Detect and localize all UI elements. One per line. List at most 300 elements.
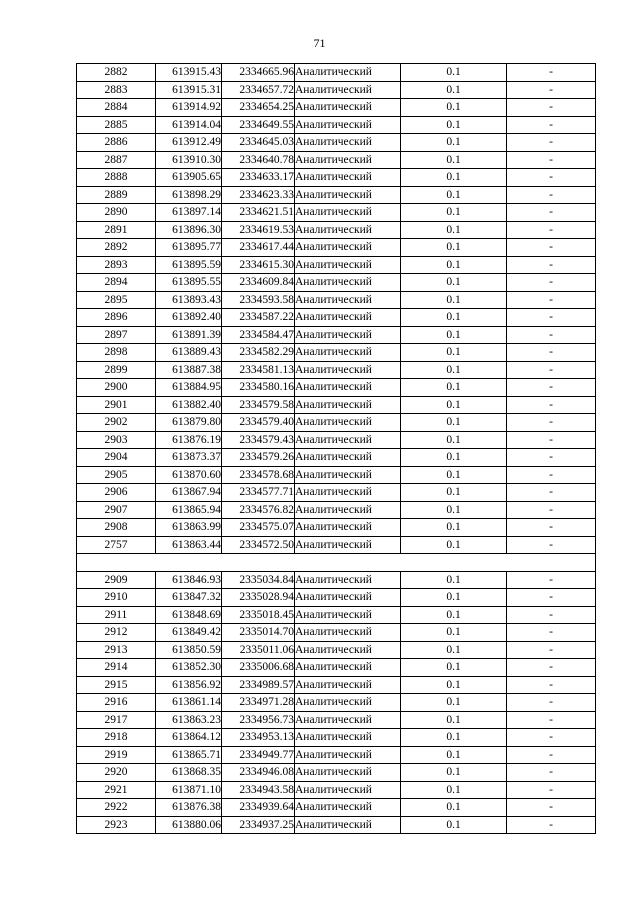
point-number-cell: 2895 [77,291,156,309]
y-coordinate-cell: 2334956.73 [222,711,295,729]
x-coordinate-cell: 613865.94 [156,501,222,519]
table-row [77,361,596,379]
note-cell: - [507,694,596,712]
y-coordinate-cell: 2334665.96 [222,64,295,82]
accuracy-cell: 0.1 [401,676,507,694]
point-number-cell: 2900 [77,379,156,397]
note-cell: - [507,396,596,414]
table-row [77,221,596,239]
table-row [77,291,596,309]
y-coordinate-cell: 2334593.58 [222,291,295,309]
note-cell: - [507,711,596,729]
table-row [77,606,596,624]
y-coordinate-cell: 2334623.33 [222,186,295,204]
point-number-cell: 2894 [77,274,156,292]
table-row [77,396,596,414]
point-number-cell: 2893 [77,256,156,274]
y-coordinate-cell: 2334615.30 [222,256,295,274]
note-cell: - [507,781,596,799]
method-cell: Аналитический [295,466,401,484]
y-coordinate-cell: 2334617.44 [222,239,295,257]
page-number: 71 [313,36,326,50]
point-number-cell: 2922 [77,799,156,817]
note-cell: - [507,326,596,344]
note-cell: - [507,379,596,397]
point-number-cell: 2913 [77,641,156,659]
table-row [77,326,596,344]
x-coordinate-cell: 613849.42 [156,624,222,642]
method-cell: Аналитический [295,151,401,169]
point-number-cell: 2916 [77,694,156,712]
point-number-cell: 2911 [77,606,156,624]
accuracy-cell: 0.1 [401,606,507,624]
x-coordinate-cell: 613873.37 [156,449,222,467]
y-coordinate-cell: 2334657.72 [222,81,295,99]
point-number-cell: 2915 [77,676,156,694]
table-row [77,344,596,362]
y-coordinate-cell: 2335014.70 [222,624,295,642]
method-cell: Аналитический [295,694,401,712]
y-coordinate-cell: 2334649.55 [222,116,295,134]
note-cell: - [507,151,596,169]
method-cell: Аналитический [295,606,401,624]
x-coordinate-cell: 613914.04 [156,116,222,134]
note-cell: - [507,641,596,659]
accuracy-cell: 0.1 [401,151,507,169]
accuracy-cell: 0.1 [401,641,507,659]
x-coordinate-cell: 613871.10 [156,781,222,799]
x-coordinate-cell: 613864.12 [156,729,222,747]
method-cell: Аналитический [295,659,401,677]
accuracy-cell: 0.1 [401,519,507,537]
accuracy-cell: 0.1 [401,221,507,239]
table-row [77,204,596,222]
table-row [77,536,596,554]
point-number-cell: 2918 [77,729,156,747]
point-number-cell: 2883 [77,81,156,99]
note-cell: - [507,99,596,117]
point-number-cell: 2914 [77,659,156,677]
method-cell: Аналитический [295,781,401,799]
note-cell: - [507,449,596,467]
x-coordinate-cell: 613892.40 [156,309,222,327]
point-number-cell: 2903 [77,431,156,449]
accuracy-cell: 0.1 [401,99,507,117]
y-coordinate-cell: 2334971.28 [222,694,295,712]
x-coordinate-cell: 613861.14 [156,694,222,712]
method-cell: Аналитический [295,291,401,309]
note-cell: - [507,746,596,764]
method-cell: Аналитический [295,379,401,397]
table-row [77,694,596,712]
x-coordinate-cell: 613848.69 [156,606,222,624]
table-row [77,414,596,432]
accuracy-cell: 0.1 [401,659,507,677]
table-row [77,64,596,82]
x-coordinate-cell: 613897.14 [156,204,222,222]
y-coordinate-cell: 2334633.17 [222,169,295,187]
note-cell: - [507,431,596,449]
point-number-cell: 2912 [77,624,156,642]
accuracy-cell: 0.1 [401,781,507,799]
accuracy-cell: 0.1 [401,186,507,204]
method-cell: Аналитический [295,519,401,537]
table-row [77,116,596,134]
table-row [77,309,596,327]
accuracy-cell: 0.1 [401,449,507,467]
point-number-cell: 2919 [77,746,156,764]
x-coordinate-cell: 613882.40 [156,396,222,414]
accuracy-cell: 0.1 [401,344,507,362]
method-cell: Аналитический [295,799,401,817]
method-cell: Аналитический [295,239,401,257]
accuracy-cell: 0.1 [401,256,507,274]
method-cell: Аналитический [295,186,401,204]
y-coordinate-cell: 2334621.51 [222,204,295,222]
y-coordinate-cell: 2334939.64 [222,799,295,817]
accuracy-cell: 0.1 [401,501,507,519]
table-row [77,431,596,449]
y-coordinate-cell: 2334654.25 [222,99,295,117]
note-cell: - [507,344,596,362]
x-coordinate-cell: 613847.32 [156,589,222,607]
coordinates-table-body [77,64,596,834]
note-cell: - [507,676,596,694]
accuracy-cell: 0.1 [401,414,507,432]
note-cell: - [507,64,596,82]
x-coordinate-cell: 613868.35 [156,764,222,782]
x-coordinate-cell: 613891.39 [156,326,222,344]
y-coordinate-cell: 2334587.22 [222,309,295,327]
table-row [77,746,596,764]
y-coordinate-cell: 2334953.13 [222,729,295,747]
method-cell: Аналитический [295,116,401,134]
table-row [77,186,596,204]
y-coordinate-cell: 2334579.26 [222,449,295,467]
table-row [77,501,596,519]
accuracy-cell: 0.1 [401,396,507,414]
method-cell: Аналитический [295,449,401,467]
y-coordinate-cell: 2334579.43 [222,431,295,449]
x-coordinate-cell: 613852.30 [156,659,222,677]
y-coordinate-cell: 2334578.68 [222,466,295,484]
x-coordinate-cell: 613850.59 [156,641,222,659]
x-coordinate-cell: 613846.93 [156,571,222,589]
table-row [77,729,596,747]
note-cell: - [507,414,596,432]
table-row [77,589,596,607]
method-cell: Аналитический [295,431,401,449]
accuracy-cell: 0.1 [401,309,507,327]
table-row [77,169,596,187]
y-coordinate-cell: 2335018.45 [222,606,295,624]
accuracy-cell: 0.1 [401,326,507,344]
accuracy-cell: 0.1 [401,431,507,449]
table-row [77,256,596,274]
note-cell: - [507,589,596,607]
x-coordinate-cell: 613863.44 [156,536,222,554]
method-cell: Аналитический [295,99,401,117]
x-coordinate-cell: 613865.71 [156,746,222,764]
y-coordinate-cell: 2334937.25 [222,816,295,834]
x-coordinate-cell: 613887.38 [156,361,222,379]
accuracy-cell: 0.1 [401,764,507,782]
accuracy-cell: 0.1 [401,484,507,502]
method-cell: Аналитический [295,764,401,782]
method-cell: Аналитический [295,676,401,694]
table-row [77,239,596,257]
note-cell: - [507,501,596,519]
method-cell: Аналитический [295,256,401,274]
y-coordinate-cell: 2334579.40 [222,414,295,432]
note-cell: - [507,536,596,554]
table-row [77,816,596,834]
y-coordinate-cell: 2334949.77 [222,746,295,764]
accuracy-cell: 0.1 [401,571,507,589]
note-cell: - [507,116,596,134]
table-row [77,519,596,537]
point-number-cell: 2902 [77,414,156,432]
y-coordinate-cell: 2334609.84 [222,274,295,292]
x-coordinate-cell: 613863.23 [156,711,222,729]
x-coordinate-cell: 613879.80 [156,414,222,432]
table-row [77,571,596,589]
point-number-cell: 2910 [77,589,156,607]
y-coordinate-cell: 2334584.47 [222,326,295,344]
x-coordinate-cell: 613880.06 [156,816,222,834]
point-number-cell: 2905 [77,466,156,484]
method-cell: Аналитический [295,64,401,82]
accuracy-cell: 0.1 [401,361,507,379]
method-cell: Аналитический [295,746,401,764]
accuracy-cell: 0.1 [401,81,507,99]
separator-cell [77,554,596,572]
accuracy-cell: 0.1 [401,116,507,134]
method-cell: Аналитический [295,711,401,729]
note-cell: - [507,256,596,274]
accuracy-cell: 0.1 [401,694,507,712]
point-number-cell: 2892 [77,239,156,257]
note-cell: - [507,239,596,257]
y-coordinate-cell: 2334572.50 [222,536,295,554]
point-number-cell: 2884 [77,99,156,117]
point-number-cell: 2917 [77,711,156,729]
note-cell: - [507,186,596,204]
method-cell: Аналитический [295,81,401,99]
accuracy-cell: 0.1 [401,589,507,607]
table-row [77,781,596,799]
table-row [77,659,596,677]
accuracy-cell: 0.1 [401,816,507,834]
point-number-cell: 2888 [77,169,156,187]
y-coordinate-cell: 2334581.13 [222,361,295,379]
point-number-cell: 2891 [77,221,156,239]
x-coordinate-cell: 613895.55 [156,274,222,292]
point-number-cell: 2757 [77,536,156,554]
note-cell: - [507,81,596,99]
note-cell: - [507,361,596,379]
table-row [77,764,596,782]
point-number-cell: 2920 [77,764,156,782]
accuracy-cell: 0.1 [401,729,507,747]
point-number-cell: 2887 [77,151,156,169]
method-cell: Аналитический [295,396,401,414]
method-cell: Аналитический [295,501,401,519]
note-cell: - [507,816,596,834]
point-number-cell: 2897 [77,326,156,344]
accuracy-cell: 0.1 [401,624,507,642]
accuracy-cell: 0.1 [401,274,507,292]
accuracy-cell: 0.1 [401,466,507,484]
table-row [77,676,596,694]
y-coordinate-cell: 2334640.78 [222,151,295,169]
note-cell: - [507,484,596,502]
method-cell: Аналитический [295,536,401,554]
point-number-cell: 2901 [77,396,156,414]
y-coordinate-cell: 2334619.53 [222,221,295,239]
point-number-cell: 2904 [77,449,156,467]
method-cell: Аналитический [295,414,401,432]
y-coordinate-cell: 2334575.07 [222,519,295,537]
y-coordinate-cell: 2334645.03 [222,134,295,152]
method-cell: Аналитический [295,204,401,222]
y-coordinate-cell: 2334576.82 [222,501,295,519]
x-coordinate-cell: 613915.43 [156,64,222,82]
note-cell: - [507,606,596,624]
note-cell: - [507,169,596,187]
table-row [77,799,596,817]
method-cell: Аналитический [295,641,401,659]
y-coordinate-cell: 2335034.84 [222,571,295,589]
table-row [77,711,596,729]
x-coordinate-cell: 613876.38 [156,799,222,817]
table-row [77,449,596,467]
method-cell: Аналитический [295,344,401,362]
note-cell: - [507,571,596,589]
x-coordinate-cell: 613895.59 [156,256,222,274]
method-cell: Аналитический [295,484,401,502]
x-coordinate-cell: 613863.99 [156,519,222,537]
method-cell: Аналитический [295,571,401,589]
x-coordinate-cell: 613893.43 [156,291,222,309]
x-coordinate-cell: 613915.31 [156,81,222,99]
y-coordinate-cell: 2334946.08 [222,764,295,782]
method-cell: Аналитический [295,221,401,239]
table-row [77,484,596,502]
method-cell: Аналитический [295,624,401,642]
method-cell: Аналитический [295,309,401,327]
note-cell: - [507,204,596,222]
x-coordinate-cell: 613914.92 [156,99,222,117]
method-cell: Аналитический [295,169,401,187]
accuracy-cell: 0.1 [401,64,507,82]
note-cell: - [507,466,596,484]
point-number-cell: 2889 [77,186,156,204]
point-number-cell: 2906 [77,484,156,502]
x-coordinate-cell: 613905.65 [156,169,222,187]
note-cell: - [507,624,596,642]
accuracy-cell: 0.1 [401,204,507,222]
point-number-cell: 2896 [77,309,156,327]
method-cell: Аналитический [295,729,401,747]
x-coordinate-cell: 613898.29 [156,186,222,204]
y-coordinate-cell: 2334579.58 [222,396,295,414]
x-coordinate-cell: 613856.92 [156,676,222,694]
note-cell: - [507,221,596,239]
table-row [77,99,596,117]
y-coordinate-cell: 2335028.94 [222,589,295,607]
y-coordinate-cell: 2335011.06 [222,641,295,659]
x-coordinate-cell: 613895.77 [156,239,222,257]
note-cell: - [507,291,596,309]
method-cell: Аналитический [295,274,401,292]
table-row [77,379,596,397]
accuracy-cell: 0.1 [401,746,507,764]
table-row [77,466,596,484]
note-cell: - [507,729,596,747]
note-cell: - [507,309,596,327]
table-row [77,274,596,292]
note-cell: - [507,799,596,817]
x-coordinate-cell: 613867.94 [156,484,222,502]
accuracy-cell: 0.1 [401,379,507,397]
accuracy-cell: 0.1 [401,291,507,309]
table-row [77,81,596,99]
point-number-cell: 2907 [77,501,156,519]
x-coordinate-cell: 613884.95 [156,379,222,397]
point-number-cell: 2898 [77,344,156,362]
x-coordinate-cell: 613896.30 [156,221,222,239]
table-row [77,641,596,659]
accuracy-cell: 0.1 [401,711,507,729]
method-cell: Аналитический [295,361,401,379]
point-number-cell: 2882 [77,64,156,82]
x-coordinate-cell: 613889.43 [156,344,222,362]
x-coordinate-cell: 613870.60 [156,466,222,484]
method-cell: Аналитический [295,816,401,834]
accuracy-cell: 0.1 [401,169,507,187]
note-cell: - [507,659,596,677]
y-coordinate-cell: 2334943.58 [222,781,295,799]
x-coordinate-cell: 613910.30 [156,151,222,169]
point-number-cell: 2909 [77,571,156,589]
accuracy-cell: 0.1 [401,536,507,554]
x-coordinate-cell: 613912.49 [156,134,222,152]
y-coordinate-cell: 2334580.16 [222,379,295,397]
point-number-cell: 2908 [77,519,156,537]
accuracy-cell: 0.1 [401,799,507,817]
note-cell: - [507,764,596,782]
note-cell: - [507,274,596,292]
point-number-cell: 2885 [77,116,156,134]
x-coordinate-cell: 613876.19 [156,431,222,449]
coordinates-table [76,63,596,834]
point-number-cell: 2899 [77,361,156,379]
accuracy-cell: 0.1 [401,239,507,257]
point-number-cell: 2923 [77,816,156,834]
accuracy-cell: 0.1 [401,134,507,152]
group-separator-row [77,554,596,572]
point-number-cell: 2886 [77,134,156,152]
point-number-cell: 2890 [77,204,156,222]
point-number-cell: 2921 [77,781,156,799]
method-cell: Аналитический [295,134,401,152]
y-coordinate-cell: 2334582.29 [222,344,295,362]
y-coordinate-cell: 2335006.68 [222,659,295,677]
table-row [77,151,596,169]
y-coordinate-cell: 2334577.71 [222,484,295,502]
note-cell: - [507,519,596,537]
